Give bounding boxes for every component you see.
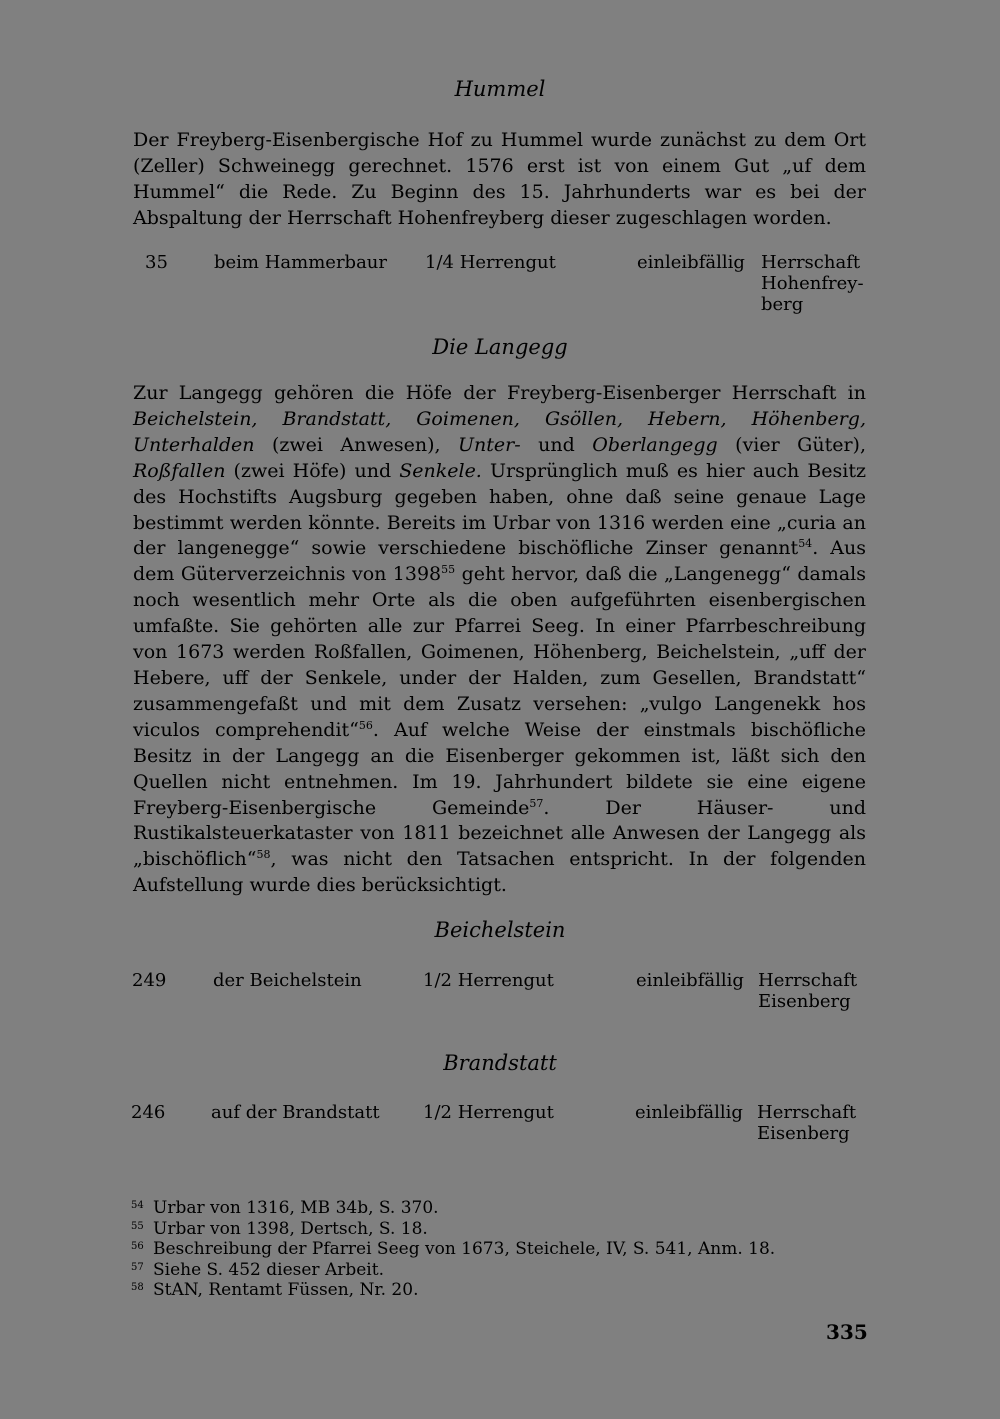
text-run: , was nicht den Tatsachen entspricht. In der folgenden Aufstellung wurde dies berücksichtigt. <box>133 848 866 897</box>
entry-type: 1/4 Herrengut <box>425 252 556 273</box>
paragraph-hummel-text: Der Freyberg-Eisenbergische Hof zu Hummel wurde zunächst zu dem Ort (Zeller) Schweinegg gerechnet. 1576 erst ist von einem Gut „uf dem Hummel“ die Rede. Zu Beginn des 15. Jahrhunderts war es bei der Abspaltung der Herrschaft Hohenfreyberg dieser zugeschlagen worden. <box>133 129 866 229</box>
entry-type: 1/2 Herrengut <box>423 970 554 991</box>
text-run: Ursprünglich muß es hier auch Besitz des Hochstifts Augsburg gegeben haben, ohne daß seine genaue Lage bestimmt werden könnte. Bereits im Urbar von 1316 werden eine „curia an der langenegge“ sowie verschiedene bischöfliche Zinser genannt <box>133 459 866 560</box>
footnote <box>131 1217 428 1240</box>
entry-row-hummel <box>0 252 1000 322</box>
entry-row-beichelstein <box>0 970 1000 1040</box>
text-run: . Der Häuser- und Rustikalsteuerkataster von 1811 bezeichnet alle Anwesen der Langegg als „bischöflich“ <box>133 796 866 871</box>
text-run: (zwei Höfe) und <box>225 459 400 482</box>
footnote-mark: 56 <box>131 1241 144 1252</box>
entry-number: 249 <box>132 970 167 991</box>
section-heading-brandstatt: Brandstatt <box>443 1051 557 1075</box>
place-name: Senkele. <box>399 459 482 482</box>
footnote-mark: 55 <box>131 1220 144 1232</box>
entry-status: einleibfällig <box>637 252 745 273</box>
entry-name: beim Hammerbaur <box>214 252 387 273</box>
footnote <box>131 1258 384 1281</box>
entry-number: 35 <box>145 252 168 273</box>
footnote <box>131 1278 418 1301</box>
footnote-mark: 54 <box>131 1200 144 1211</box>
text-run: Zur Langegg gehören die Höfe der Freyberg-Eisenberger Herrschaft in <box>133 382 866 404</box>
place-names: Beichelstein, Brandstatt, Goimenen, Gsöllen, Hebern, Höhenberg, Unterhalden <box>133 407 866 456</box>
entry-row-brandstatt <box>0 1102 1000 1172</box>
footnote-mark: 58 <box>131 1282 144 1293</box>
entry-owner: Herrschaft Eisenberg <box>758 970 858 1012</box>
text-run: (vier Güter), <box>717 433 866 456</box>
entry-owner: Herrschaft Eisenberg <box>757 1102 857 1144</box>
place-name: Unter- <box>458 433 521 456</box>
page-number: 335 <box>826 1320 868 1344</box>
entry-name: der Beichelstein <box>213 970 362 991</box>
text-run: und <box>520 433 593 456</box>
footnote-ref-55: 55 <box>441 563 456 577</box>
place-name: Oberlangegg <box>592 433 718 456</box>
entry-owner: Herrschaft Hohenfrey-berg <box>761 252 864 315</box>
footnote-ref-58: 58 <box>256 848 271 862</box>
footnote <box>131 1196 439 1219</box>
footnote-text: Urbar von 1316, MB 34b, S. 370. <box>153 1198 439 1218</box>
text-run: (zwei Anwesen), <box>254 433 459 456</box>
footnote-mark: 57 <box>131 1261 144 1273</box>
entry-name: auf der Brandstatt <box>211 1102 380 1123</box>
entry-type: 1/2 Herrengut <box>423 1102 554 1123</box>
section-heading-beichelstein: Beichelstein <box>434 918 566 942</box>
paragraph-langegg-text <box>133 381 866 899</box>
section-heading-hummel: Hummel <box>454 77 546 101</box>
text-run: geht hervor, daß die „Langenegg“ damals noch wesentlich mehr Orte als die oben aufgeführten eisenbergischen umfaßte. Sie gehörten alle zur Pfarrei Seeg. In einer Pfarrbeschreibung von 1673 werden Roßfallen, Goimenen, Höhenberg, Beichelstein, „uff der Hebere, uff der Senkele, under der Halden, zum Gesellen, Brandstatt“ zusammengefaßt und mit dem Zusatz versehen: „vulgo Langenekk hos viculos comprehendit“ <box>133 563 866 741</box>
paragraph-hummel <box>133 128 866 232</box>
place-name: Roßfallen <box>133 459 226 482</box>
footnote-ref-54: 54 <box>798 537 813 551</box>
text-run: . Auf welche Weise der einstmals bischöfliche Besitz in der Langegg an die Eisenberger gekommen ist, läßt sich den Quellen nicht entnehmen. Im 19. Jahrhundert bildete sie eine eigene Freyberg-Eisenbergische Gemeinde <box>133 718 866 819</box>
footnote-ref-56: 56 <box>358 718 373 732</box>
entry-number: 246 <box>131 1102 166 1123</box>
footnote-ref-57: 57 <box>529 796 544 810</box>
entry-status: einleibfällig <box>635 1102 743 1123</box>
text-run: . Aus dem Güterverzeichnis von 1398 <box>133 537 866 586</box>
section-heading-langegg: Die Langegg <box>432 335 568 359</box>
entry-status: einleibfällig <box>636 970 744 991</box>
footnote-text: StAN, Rentamt Füssen, Nr. 20. <box>153 1280 419 1300</box>
paragraph-langegg <box>133 381 866 899</box>
footnote-text: Siehe S. 452 dieser Arbeit. <box>153 1259 384 1280</box>
footnote-text: Urbar von 1398, Dertsch, S. 18. <box>153 1218 428 1239</box>
footnote <box>131 1237 775 1260</box>
footnote-text: Beschreibung der Pfarrei Seeg von 1673, Steichele, IV, S. 541, Anm. 18. <box>153 1239 776 1259</box>
